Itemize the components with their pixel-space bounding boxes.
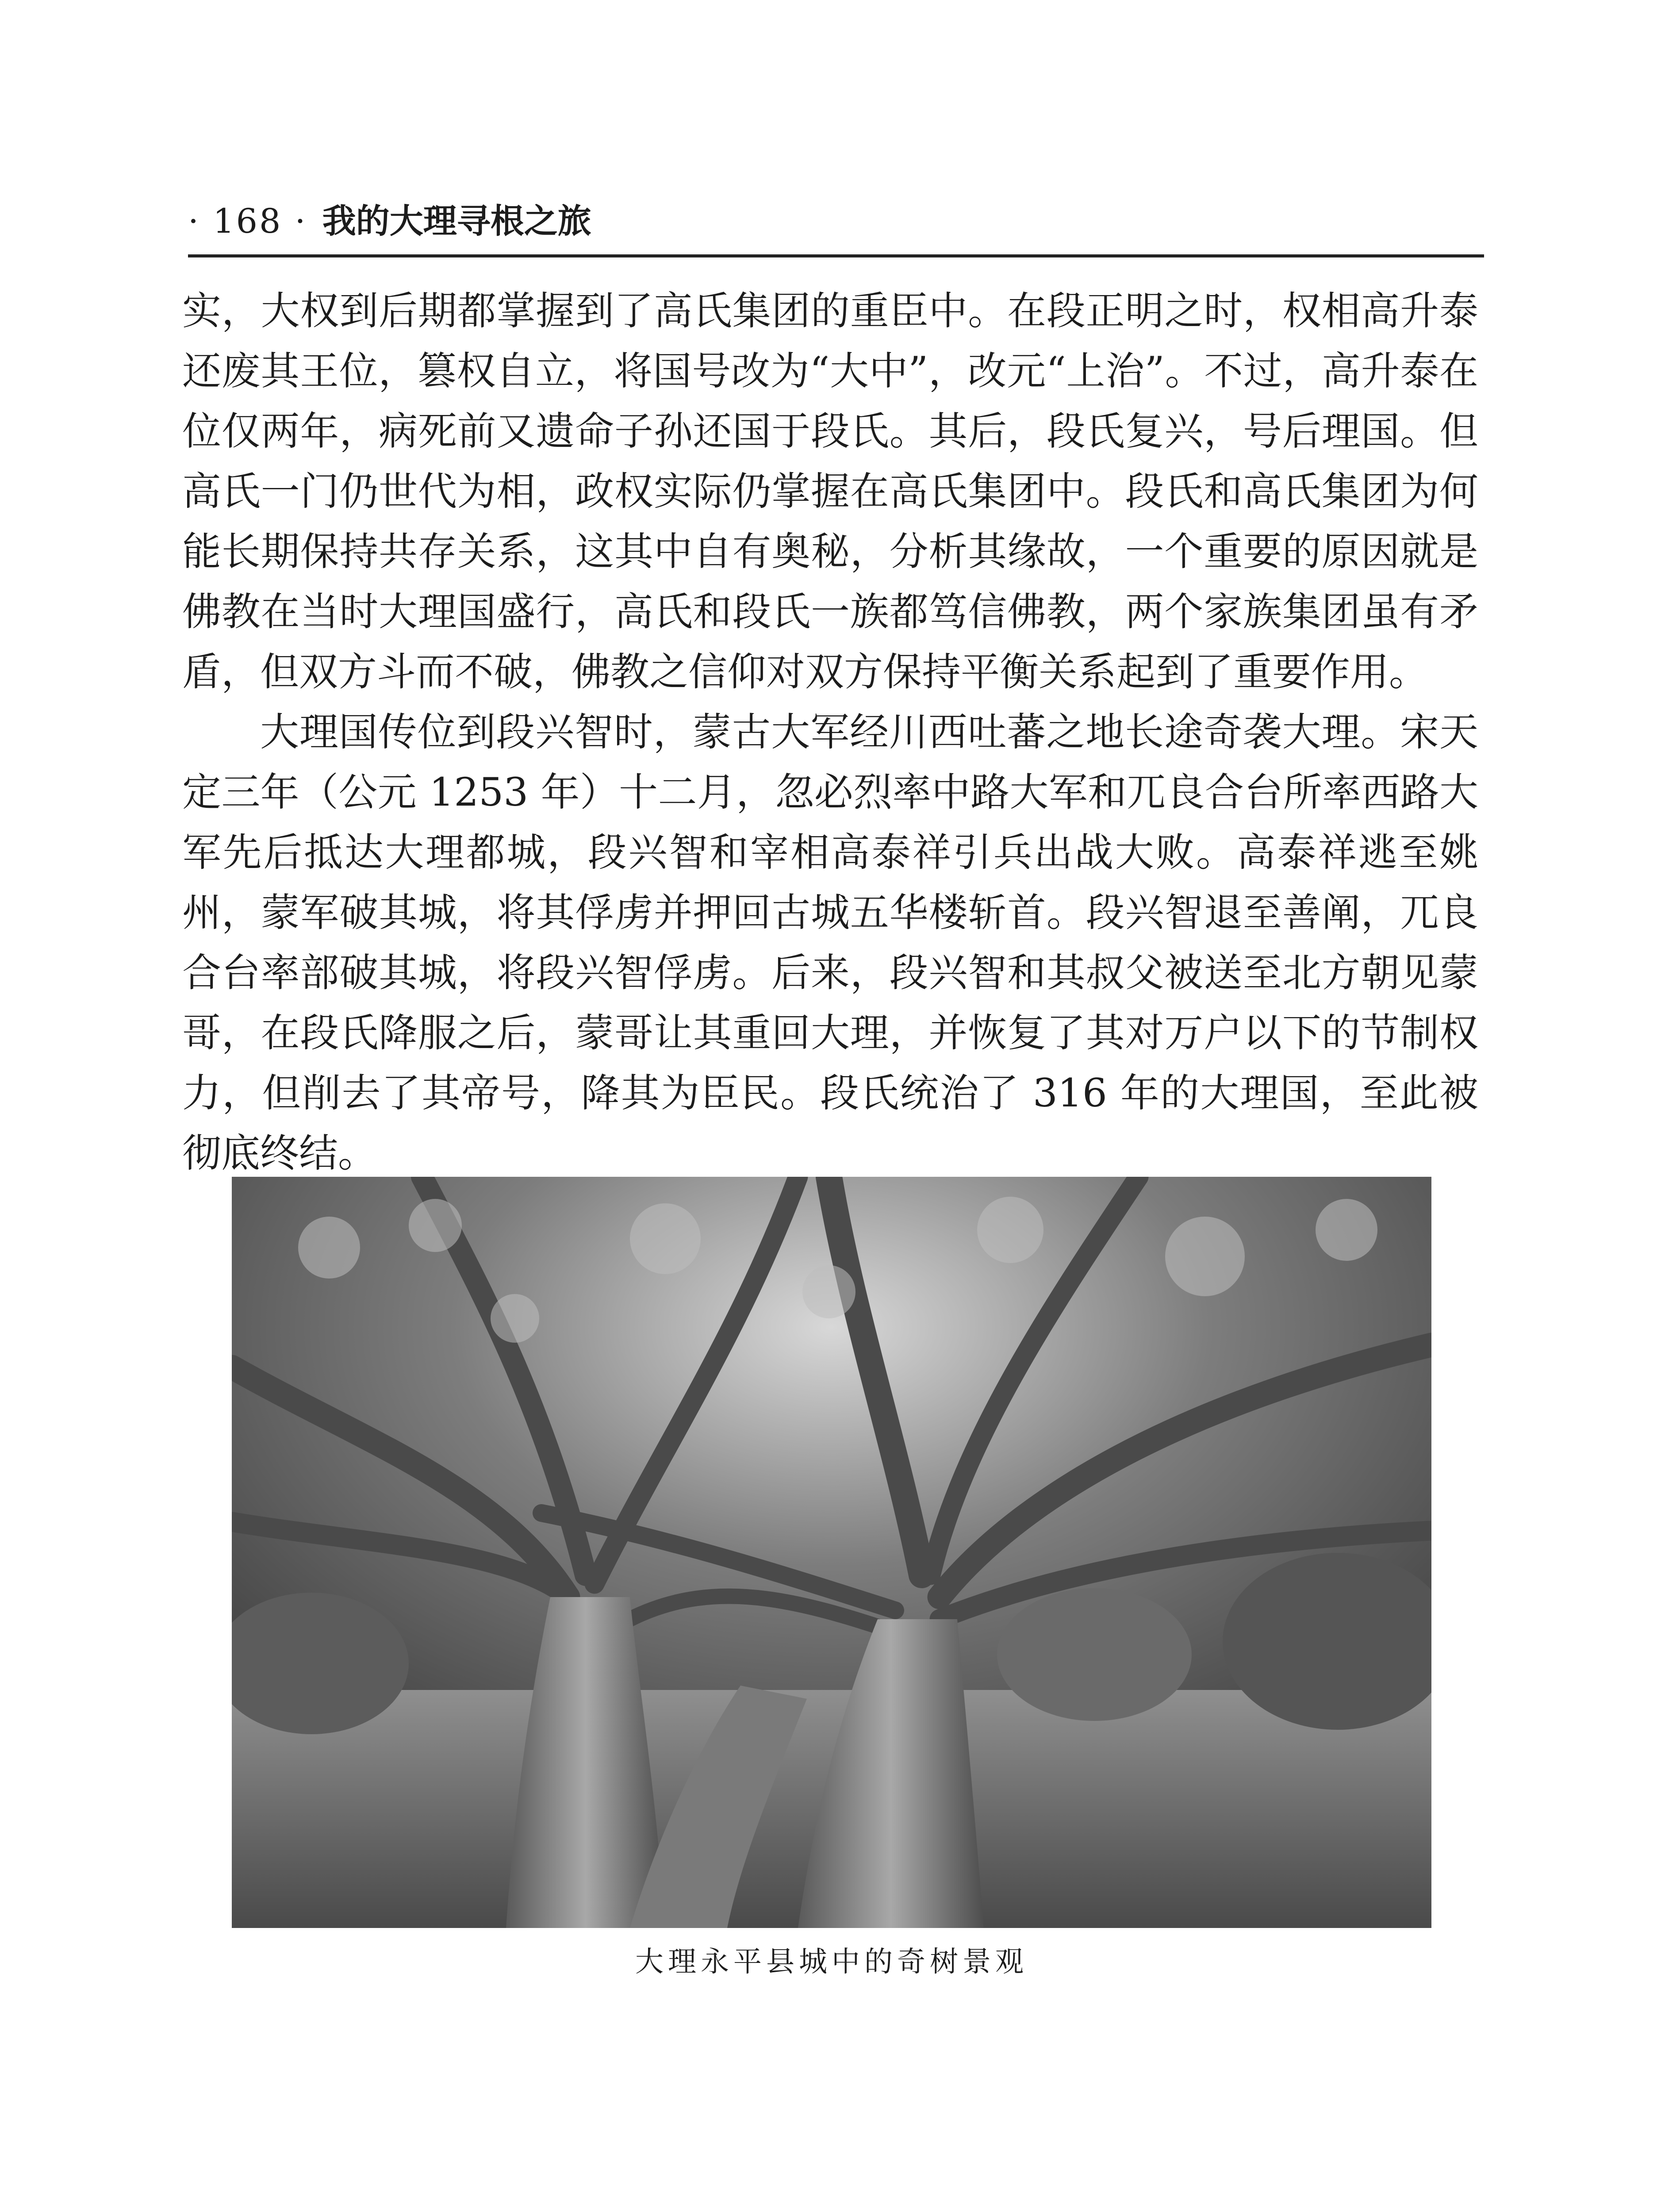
paragraph-2: 大理国传位到段兴智时，蒙古大军经川西吐蕃之地长途奇袭大理。宋天定三年（公元 1253 年）十二月，忽必烈率中路大军和兀良合台所率西路大军先后抵达大理都城，段兴智和宰相高泰祥引兵出战大败。高泰祥逃至姚州，蒙军破其城，将其俘虏并押回古城五华楼斩首。段兴智退至善阐，兀良合台率部破其城，将段兴智俘虏。后来，段兴智和其叔父被送至北方朝见蒙哥，在段氏降服之后，蒙哥让其重回大理，并恢复了其对万户以下的节制权力，但削去了其帝号，降其为臣民。段氏统治了 316 年的大理国，至此被彻底终结。 [182, 709, 1478, 1176]
body-text [182, 281, 1478, 1183]
figure-caption: 大理永平县城中的奇树景观 [635, 1946, 1028, 1978]
running-header [188, 195, 1484, 248]
book-title: 我的大理寻根之旅 [322, 201, 591, 241]
tree-photo [232, 1177, 1431, 1928]
paragraph-1: 实，大权到后期都掌握到了高氏集团的重臣中。在段正明之时，权相高升泰还废其王位，篡权自立，将国号改为“大中”，改元“上治”。不过，高升泰在位仅两年，病死前又遗命子孙还国于段氏。其后，段氏复兴，号后理国。但高氏一门仍世代为相，政权实际仍掌握在高氏集团中。段氏和高氏集团为何能长期保持共存关系，这其中自有奥秘，分析其缘故，一个重要的原因就是佛教在当时大理国盛行，高氏和段氏一族都笃信佛教，两个家族集团虽有矛盾，但双方斗而不破，佛教之信仰对双方保持平衡关系起到了重要作用。 [182, 288, 1478, 695]
header-rule [188, 254, 1484, 257]
page-number: · 168 · [188, 201, 307, 241]
tree-photo-illustration [232, 1177, 1431, 1928]
